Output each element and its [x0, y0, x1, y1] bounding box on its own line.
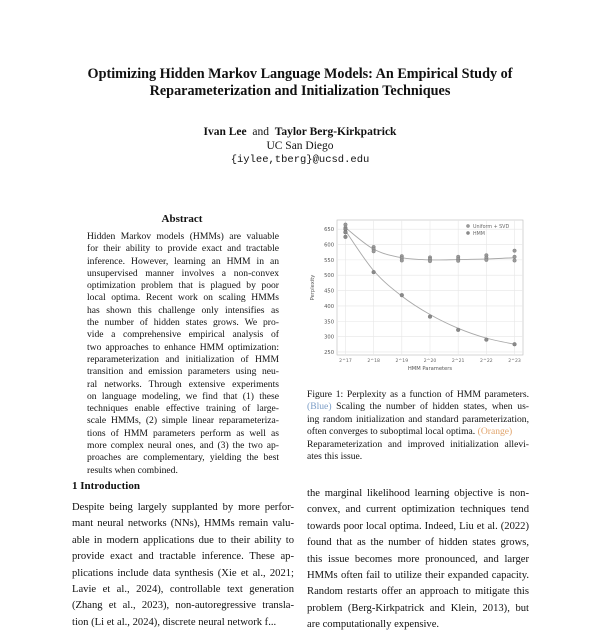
uniform-svd-data-point	[513, 259, 517, 263]
abstract-heading: Abstract	[161, 213, 203, 225]
perplexity-chart	[305, 212, 533, 374]
x-tick-label: 2^19	[395, 359, 409, 364]
abstract-body	[87, 231, 279, 477]
text-line: convex, and current optimization techniques tend	[307, 504, 529, 516]
text-line: HMMs often fail to utilize their expanded capacity.	[307, 570, 529, 582]
text-line: found that as the number of hidden states grows,	[307, 537, 529, 549]
abstract-line: Hidden Markov models (HMMs) are valuable	[87, 231, 279, 242]
uniform-svd-data-point	[513, 255, 517, 259]
abstract-line: more complex neural ones, and (3) the two ap-	[87, 440, 279, 452]
caption-line: ing random initialization and standard parameterization,	[307, 413, 529, 425]
hmm-data-point	[372, 270, 376, 274]
section-heading: 1 Introduction	[72, 480, 140, 492]
abstract-line: results when combined.	[87, 464, 178, 476]
intro-right-column	[307, 486, 529, 634]
y-tick-label: 250	[324, 349, 334, 356]
abstract-line: two approaches to enhance HMM optimization:	[87, 341, 279, 353]
uniform-svd-data-point	[485, 258, 489, 262]
x-axis-label: HMM Parameters	[407, 366, 453, 372]
x-tick-label: 2^22	[480, 359, 493, 364]
email: {iylee,tberg}@ucsd.edu	[230, 154, 370, 166]
y-tick-label: 450	[324, 288, 334, 295]
abstract-line: inference. However, learning an HMM in an	[87, 255, 279, 267]
y-tick-label: 300	[324, 334, 334, 341]
x-tick-label: 2^23	[508, 359, 521, 364]
y-tick-label: 350	[324, 319, 334, 326]
title-line-1: Optimizing Hidden Markov Language Models: An Empirical Study of	[87, 66, 513, 82]
text-line: Despite being largely supplanted by more perfor-	[72, 502, 294, 513]
abstract-line: local optima. Recent work on scaling HMMs	[87, 292, 279, 304]
caption-line: ates this issue.	[307, 451, 363, 463]
text-line: (Zhang et al., 2023), non-autoregressive transla-	[72, 600, 294, 612]
abstract-line: proaches are complementary, yielding the best	[87, 452, 279, 464]
text-line: Random restarts offer an approach to mitigate this	[307, 586, 529, 598]
text-line: plications include data synthesis (Xie et al., 2021;	[72, 567, 294, 579]
abstract-line: unsupervised manner involves a non-convex	[87, 267, 279, 279]
hmm-data-point	[428, 315, 432, 319]
author-block	[60, 125, 540, 167]
text-line: tion (Li et al., 2024), discrete neural network f...	[72, 616, 277, 628]
hmm-data-point	[400, 293, 404, 297]
text-line: this issue becomes more pronounced, and larger	[307, 553, 529, 565]
abstract-line: tions of HMM parameters perform as well as	[87, 427, 279, 439]
abstract-line: the number of hidden states grows. We pro-	[87, 317, 279, 329]
y-tick-label: 650	[324, 227, 334, 234]
text-line: able in modern applications due to their ability to	[72, 534, 294, 546]
abstract-line: techniques enable effective training of large-	[87, 403, 279, 415]
text-line: problem (Berg-Kirkpatrick and Klein, 2013), but	[307, 602, 529, 614]
uniform-svd-data-point	[513, 249, 517, 253]
legend-label: Uniform + SVD	[473, 224, 510, 230]
text-line: mant neural networks (NNs), HMMs remain valu-	[72, 518, 294, 530]
caption-line	[307, 401, 529, 413]
abstract-line: transition and emission parameters using neu-	[87, 366, 279, 378]
text-line: are computationally expensive.	[307, 619, 440, 631]
abstract-line: reparameterization and initialization of HMM	[87, 353, 279, 365]
author-names	[60, 125, 540, 139]
uniform-svd-data-point	[400, 259, 404, 263]
abstract-line: optimization problem that is plagued by poor	[87, 280, 279, 292]
y-tick-label: 550	[324, 257, 334, 264]
hmm-data-point	[513, 342, 517, 346]
hmm-data-point	[484, 338, 488, 342]
y-tick-label: 500	[324, 273, 334, 280]
abstract-line: for their ability to provide exact and tractable	[87, 243, 279, 255]
x-tick-label: 2^20	[423, 359, 437, 364]
hmm-data-point	[456, 328, 460, 332]
x-tick-label: 2^21	[451, 359, 465, 364]
uniform-svd-data-point	[456, 259, 460, 263]
text-line: the marginal likelihood learning objective is non-	[307, 488, 529, 499]
caption-line	[307, 426, 529, 438]
author-and: and	[252, 126, 269, 138]
y-tick-label: 600	[324, 242, 334, 249]
figure-caption	[307, 389, 529, 463]
chart-plot-area	[310, 220, 523, 372]
text-line: provide exact and tractable inference. These ap-	[72, 551, 294, 563]
author-2: Taylor Berg-Kirkpatrick	[274, 126, 397, 138]
hmm-data-point	[344, 235, 348, 239]
legend-label: HMM	[473, 231, 485, 237]
affiliation: UC San Diego	[266, 140, 334, 152]
hmm-data-point	[344, 230, 348, 234]
author-1: Ivan Lee	[203, 126, 247, 138]
abstract-line: has shown this challenge only intensifies as	[87, 304, 279, 316]
legend-marker	[466, 224, 469, 227]
caption-text: Scaling the number of hidden states, when us-	[331, 401, 529, 413]
abstract-line: on language modeling, we find that (1) these	[87, 390, 279, 402]
caption-line: Reparameterization and improved initialization allevi-	[307, 438, 529, 450]
y-axis-label: Perplexity	[310, 274, 316, 301]
caption-orange-label: (Orange)	[477, 426, 513, 438]
x-tick-label: 2^17	[339, 359, 352, 364]
abstract-line: ral networks. Through extensive experiments	[87, 378, 279, 390]
caption-blue-label: (Blue)	[307, 401, 332, 413]
intro-left-column	[72, 500, 294, 631]
title-line-2: Reparameterization and Initialization Techniques	[149, 83, 451, 99]
x-tick-label: 2^18	[367, 359, 380, 364]
text-line: Lavie et al., 2024), controllable text generation	[72, 584, 294, 596]
legend-marker	[466, 231, 469, 234]
paper-title	[40, 66, 560, 100]
uniform-svd-data-point	[372, 249, 376, 253]
text-line: towards poor local optima. Indeed, Liu et al. (2022)	[307, 520, 529, 532]
caption-text: often converges to suboptimal local optima.	[307, 426, 476, 438]
uniform-svd-data-point	[428, 259, 432, 263]
abstract-line: scale HMMs, (2) simple linear reparameteriza-	[87, 415, 279, 427]
caption-line: Figure 1: Perplexity as a function of HMM parameters.	[307, 389, 529, 400]
y-tick-label: 400	[324, 303, 334, 310]
abstract-line: vide a comprehensive empirical analysis of	[87, 329, 279, 341]
